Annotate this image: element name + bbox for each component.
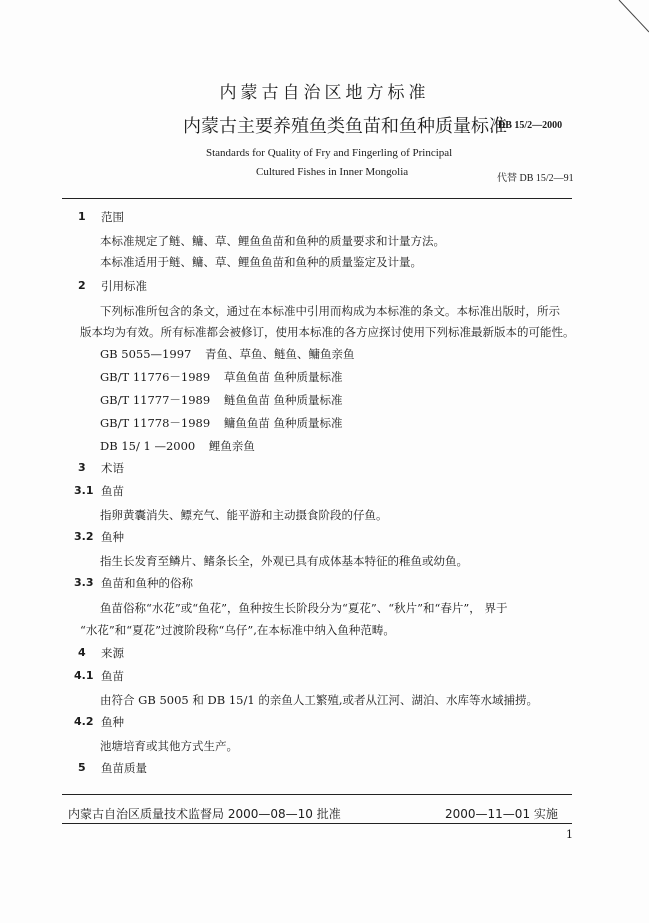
reference-code: GB 5055—1997 [100, 347, 192, 361]
section-2-para-line1: 下列标准所包含的条文，通过在本标准中引用而构成为本标准的条文。本标准出版时，所示 [100, 304, 560, 318]
section-3-2-title: 鱼种 [101, 530, 124, 544]
section-1-para-1: 本标准规定了鲢、鳙、草、鲤鱼鱼苗和鱼种的质量要求和计量方法。 [100, 234, 445, 248]
section-4-2-text: 池塘培育或其他方式生产。 [100, 739, 238, 753]
section-5-number: 5 [78, 761, 86, 774]
section-3-1-number: 3.1 [74, 484, 94, 497]
section-1-title: 范围 [101, 210, 124, 224]
reference-code: GB/T 11778－1989 [100, 416, 211, 430]
section-3-1-text: 指卵黄囊消失、鳔充气、能平游和主动摄食阶段的仔鱼。 [100, 508, 388, 522]
section-1-para-2: 本标准适用于鲢、鳙、草、鲤鱼鱼苗和鱼种的质量鉴定及计量。 [100, 255, 422, 269]
reference-code: GB/T 11776－1989 [100, 370, 211, 384]
standard-title: 内蒙古主要养殖鱼类鱼苗和鱼种质量标准 [183, 116, 507, 137]
section-3-3-number: 3.3 [74, 576, 94, 589]
reference-item [100, 415, 343, 431]
footer-bottom-rule [62, 823, 572, 824]
section-3-3-text-line1: 鱼苗俗称“水花”或“鱼花”，鱼种按生长阶段分为“夏花”、“秋片”和“春片”， 界于 [100, 601, 508, 615]
page-number: 1 [566, 828, 573, 841]
section-4-number: 4 [78, 646, 86, 659]
section-3-title: 术语 [101, 461, 124, 475]
reference-item [100, 438, 255, 454]
section-3-1-title: 鱼苗 [101, 484, 124, 498]
section-4-1-text: 由符合 GB 5005 和 DB 15/1 的亲鱼人工繁殖,或者从江河、湖泊、水库等水域捕捞。 [100, 693, 538, 707]
reference-item [100, 392, 343, 408]
implementation-date: 2000—11—01 实施 [445, 807, 558, 821]
section-4-2-number: 4.2 [74, 715, 94, 728]
section-3-3-text-line2: “水花”和“夏花”过渡阶段称“乌仔”,在本标准中纳入鱼种范畴。 [80, 623, 395, 637]
section-2-para-line2: 版本均为有效。所有标准都会被修订，使用本标准的各方应探讨使用下列标准最新版本的可能性。 [80, 325, 575, 339]
reference-code: GB/T 11777－1989 [100, 393, 211, 407]
section-2-number: 2 [78, 279, 86, 292]
section-2-title: 引用标准 [101, 279, 147, 293]
approval-line: 内蒙古自治区质量技术监督局 2000—08—10 批准 [68, 807, 341, 821]
reference-code: DB 15/ 1 —2000 [100, 439, 196, 453]
standard-code: DB 15/2—2000 [498, 120, 563, 131]
section-3-2-number: 3.2 [74, 530, 94, 543]
section-5-title: 鱼苗质量 [101, 761, 147, 775]
section-1-number: 1 [78, 210, 86, 223]
section-3-3-title: 鱼苗和鱼种的俗称 [101, 576, 193, 590]
footer-divider [62, 794, 572, 795]
section-3-number: 3 [78, 461, 86, 474]
reference-name: 鲢鱼鱼苗 鱼种质量标准 [223, 393, 343, 407]
section-3-2-text: 指生长发育至鳞片、鳍条长全，外观已具有成体基本特征的稚鱼或幼鱼。 [100, 554, 468, 568]
reference-name: 鲤鱼亲鱼 [208, 439, 255, 453]
section-4-1-title: 鱼苗 [101, 669, 124, 683]
section-4-2-title: 鱼种 [101, 715, 124, 729]
reference-name: 草鱼鱼苗 鱼种质量标准 [223, 370, 343, 384]
page-corner-fold [609, 0, 649, 40]
section-4-1-number: 4.1 [74, 669, 94, 682]
replaces-standard: 代替 DB 15/2—91 [497, 173, 574, 184]
local-standard-heading: 内蒙古自治区地方标准 [219, 83, 430, 103]
header-divider [62, 198, 572, 199]
reference-item [100, 346, 354, 362]
reference-item [100, 369, 343, 385]
section-4-title: 来源 [101, 646, 124, 660]
reference-name: 鳙鱼鱼苗 鱼种质量标准 [223, 416, 343, 430]
english-title-line2: Cultured Fishes in Inner Mongolia [256, 166, 409, 178]
reference-name: 青鱼、草鱼、鲢鱼、鳙鱼亲鱼 [204, 347, 355, 361]
english-title-line1: Standards for Quality of Fry and Fingerling of Principal [206, 147, 453, 159]
